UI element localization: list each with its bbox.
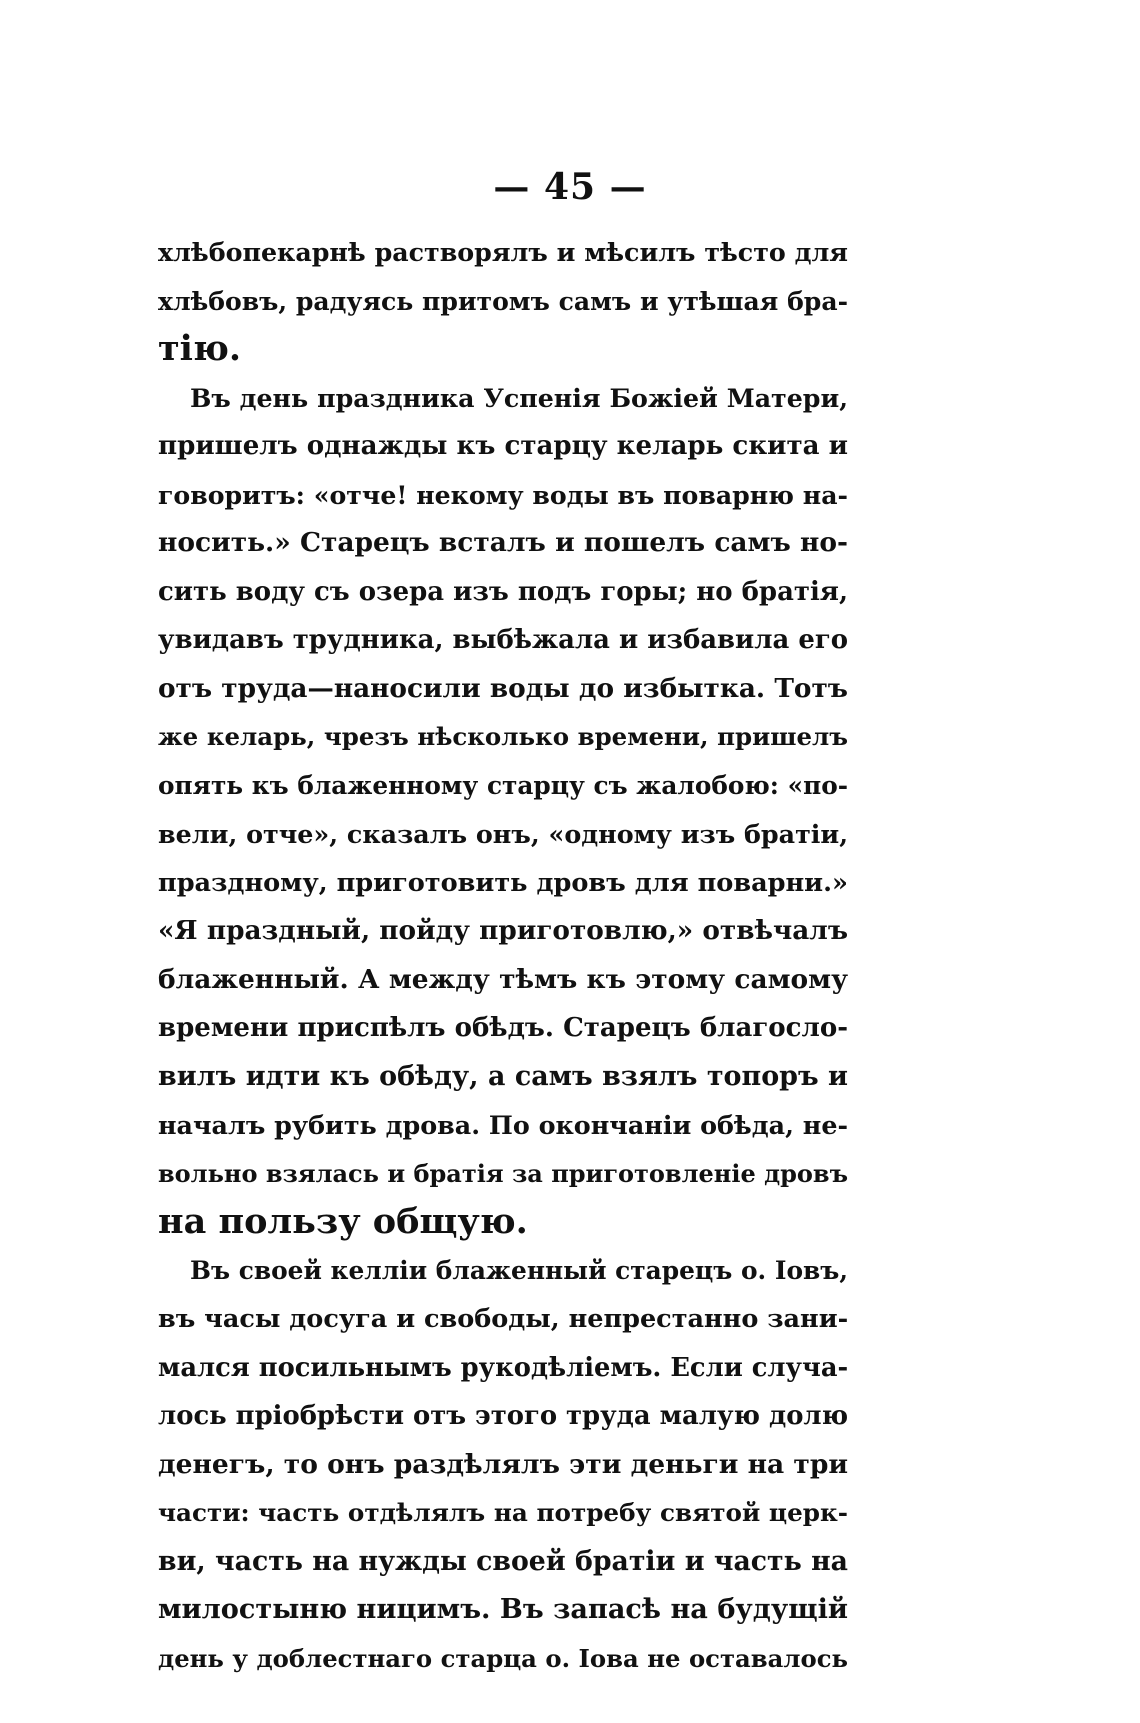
text-line: же келарь, чрезъ нѣсколько времени, пришелъ	[158, 722, 848, 751]
text-line: денегъ, то онъ раздѣлялъ эти деньги на три	[158, 1448, 849, 1480]
page-body-text	[158, 228, 848, 1683]
text-line: милостыню ницимъ. Въ запасѣ на будущій	[158, 1594, 848, 1625]
text-line: Въ день праздника Успенія Божіей Матери,	[190, 382, 848, 413]
text-line: ви, часть на нужды своей братіи и часть на	[158, 1545, 848, 1577]
text-line: говоритъ: «отче! некому воды въ поварню на-	[158, 479, 848, 510]
text-line: Въ своей келліи блаженный старецъ о. Іовъ,	[190, 1255, 848, 1285]
text-line: началъ рубить дрова. По окончаніи обѣда, не-	[158, 1110, 848, 1140]
text-line: день у доблестнаго старца о. Іова не оставалось	[158, 1643, 848, 1673]
text-line: пришелъ однажды къ старцу келарь скита и	[158, 431, 848, 461]
text-line: увидавъ трудника, выбѣжала и избавила его	[158, 625, 848, 655]
text-line: на пользу общую.	[158, 1201, 528, 1242]
text-line: «Я праздный, пойду приготовлю,» отвѣчалъ	[158, 915, 848, 946]
text-line: въ часы досуга и свободы, непрестанно зани-	[158, 1304, 849, 1334]
text-line: хлѣбовъ, радуясь притомъ самъ и утѣшая бра-	[158, 285, 848, 316]
text-line: праздному, приготовить дровъ для поварни.»	[158, 867, 848, 898]
text-line: вольно взялась и братія за приготовленіе дровъ	[158, 1158, 848, 1188]
text-line: сить воду съ озера изъ подъ горы; но братія,	[158, 576, 848, 607]
text-line: части: часть отдѣлялъ на потребу святой церк-	[158, 1498, 848, 1527]
text-line: тію.	[158, 328, 242, 369]
text-line: вели, отче», сказалъ онъ, «одному изъ братіи,	[158, 819, 849, 849]
text-line: опять къ блаженному старцу съ жалобою: «по-	[158, 770, 848, 800]
text-line: времени приспѣлъ обѣдъ. Старецъ благосло-	[158, 1013, 848, 1043]
text-line: мался посильнымъ рукодѣліемъ. Если случа-	[158, 1352, 849, 1383]
text-line: отъ труда—наносили воды до избытка. Тотъ	[158, 672, 848, 704]
text-line: вилъ идти къ обѣду, а самъ взялъ топоръ и	[158, 1060, 848, 1092]
text-line: блаженный. А между тѣмъ къ этому самому	[158, 963, 848, 995]
text-line: лось пріобрѣсти отъ этого труда малую долю	[158, 1401, 849, 1431]
text-line: хлѣбопекарнѣ растворялъ и мѣсилъ тѣсто для	[158, 237, 848, 267]
text-line: носить.» Старецъ всталъ и пошелъ самъ но-	[158, 527, 848, 558]
page-number: — 45 —	[493, 166, 647, 208]
